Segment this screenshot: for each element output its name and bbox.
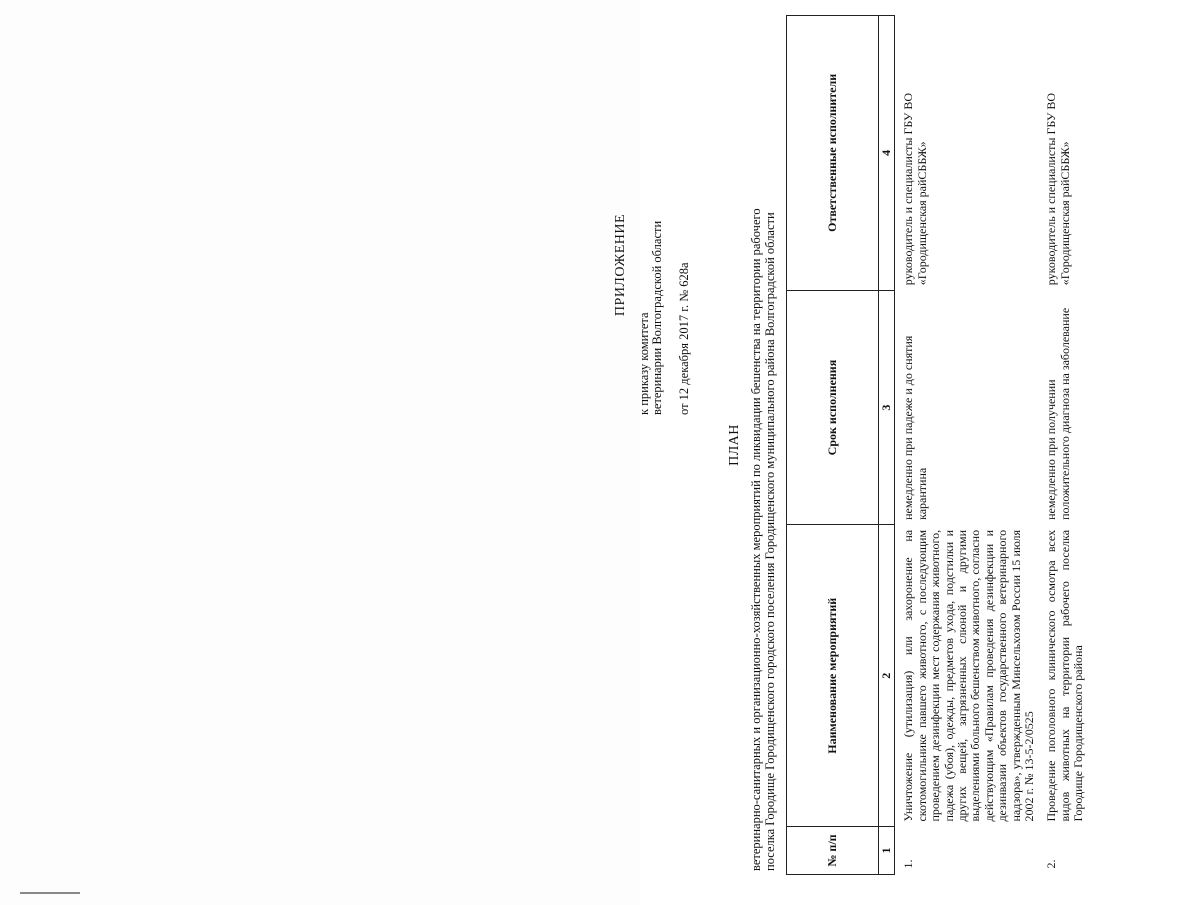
row-resp: руководитель и специалисты ГБУ ВО «Городищенская райСББЖ» [1044,92,1072,286]
plan-subtitle-line-1: ветеринарно-санитарных и организационно-хозяйственных мероприятий по ликвидации бешенства на территории рабочего [749,208,763,871]
rotated-content [610,15,1185,875]
header-name: Наименование мероприятий [787,525,879,827]
table-header-row [787,16,879,875]
appendix-title: ПРИЛОЖЕНИЕ [613,213,628,317]
row-name-cell [1038,525,1087,827]
row-term: немедленно при получении положительного диагноза на заболевание [1044,307,1072,520]
row-name: Уничтожение (утилизация) или захоронение на скотомогильнике павшего животного, с последующим проведением дезинфекции мест содержания животного, падежа (убоя), одежды, предметов ухода, подстилки и других вещей, загрязненных слюной и другими выделениями больного бешенством животного, согласно действующим «Правилам проведения дезинфекции и дезинвазии объектов государственного ветеринарного надзора», утвержденным Минсельхозом России 15 июля 2002 г. № 13-5-2/0525 [901,529,1037,822]
plan-table [786,15,1088,875]
row-name-cell [895,525,1039,827]
column-numbers-row [879,16,895,875]
table-row [1038,16,1087,875]
row-num: 1. [901,859,916,869]
row-name: Проведение поголовного клинического осмотра всех видов животных на территории рабочего поселка Городище Городищенского района [1044,529,1086,822]
appendix-committee-line: ветеринарии Волгоградской области [650,220,664,415]
header-num: № п/п [787,827,879,875]
plan-title: ПЛАН [727,424,742,466]
row-term: немедленно при падеже и до снятия карантина [901,335,929,520]
appendix-date-line: от 12 декабря 2017 г. № 628а [677,262,691,415]
row-num: 2. [1044,859,1059,869]
column-number-1: 1 [879,827,895,875]
column-number-4: 4 [879,16,895,291]
column-number-3: 3 [879,290,895,525]
scan-edge-mark [20,892,80,894]
appendix-order-line: к приказу комитета [637,312,651,415]
column-number-2: 2 [879,525,895,827]
header-resp: Ответственные исполнители [787,16,879,291]
header-term: Срок исполнения [787,290,879,525]
table-row [895,16,1039,875]
row-resp: руководитель и специалисты ГБУ ВО «Городищенская райСББЖ» [901,92,929,286]
plan-subtitle-line-2: поселка Городище Городищенского городского поселения Городищенского муниципального района Волгоградской области [763,212,777,871]
